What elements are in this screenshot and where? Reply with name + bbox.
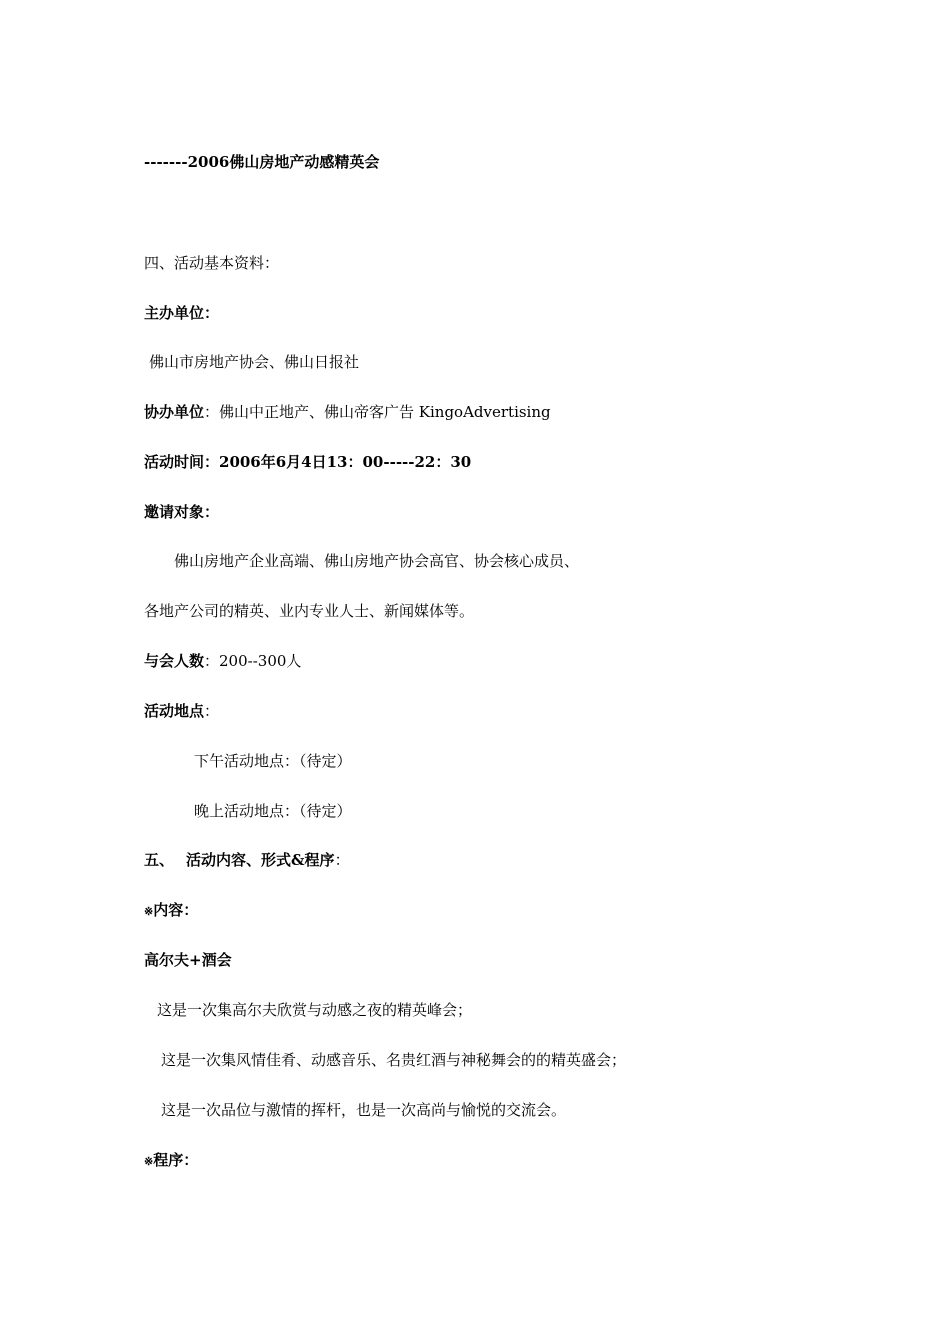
content-heading	[144, 900, 198, 922]
organizer-label: 主办单位：	[144, 304, 220, 322]
invitees-line-1: 佛山房地产企业高端、佛山房地产协会高官、协会核心成员、	[174, 552, 580, 570]
venue-afternoon: 下午活动地点：（待定）	[194, 752, 352, 770]
co-organizer-value: ：佛山中正地产、佛山帝客广告 KingoAdvertising	[204, 403, 551, 421]
section-5-title: 活动内容、形式&程序	[186, 851, 335, 869]
co-organizer-line	[144, 402, 551, 422]
section-5-line	[144, 850, 350, 870]
venue-label: 活动地点	[144, 702, 205, 720]
description-line-3: 这是一次品位与激情的挥杆，也是一次高尚与愉悦的交流会。	[161, 1101, 567, 1119]
content-label: 内容：	[153, 901, 199, 919]
description-line-1: 这是一次集高尔夫欣赏与动感之夜的精英峰会；	[157, 1001, 473, 1019]
attendance-label: 与会人数	[144, 652, 205, 670]
reference-mark-icon: ※	[144, 905, 154, 918]
co-organizer-label: 协办单位	[144, 403, 205, 421]
event-subtitle: -------2006佛山房地产动感精英会	[144, 153, 380, 171]
description-line-2: 这是一次集风情佳肴、动感音乐、名贵红酒与神秘舞会的的精英盛会；	[161, 1051, 627, 1069]
event-time: 活动时间：2006年6月4日13：00-----22：30	[144, 453, 472, 471]
section-5-colon: ：	[334, 851, 350, 869]
reference-mark-icon: ※	[144, 1155, 154, 1168]
section-4-title: 四、活动基本资料：	[144, 254, 280, 272]
invitees-label: 邀请对象：	[144, 503, 220, 521]
venue-line	[144, 701, 219, 721]
invitees-line-2: 各地产公司的精英、业内专业人士、新闻媒体等。	[144, 602, 475, 620]
venue-colon: ：	[204, 702, 220, 720]
program-label: 程序：	[153, 1151, 199, 1169]
organizer-value: 佛山市房地产协会、佛山日报社	[149, 353, 360, 371]
attendance-value: ：200--300人	[204, 652, 302, 670]
section-5-number: 五、	[144, 851, 175, 869]
attendance-line	[144, 651, 301, 671]
golf-title: 高尔夫+酒会	[144, 951, 232, 969]
program-heading	[144, 1150, 198, 1172]
venue-evening: 晚上活动地点：（待定）	[194, 802, 352, 820]
